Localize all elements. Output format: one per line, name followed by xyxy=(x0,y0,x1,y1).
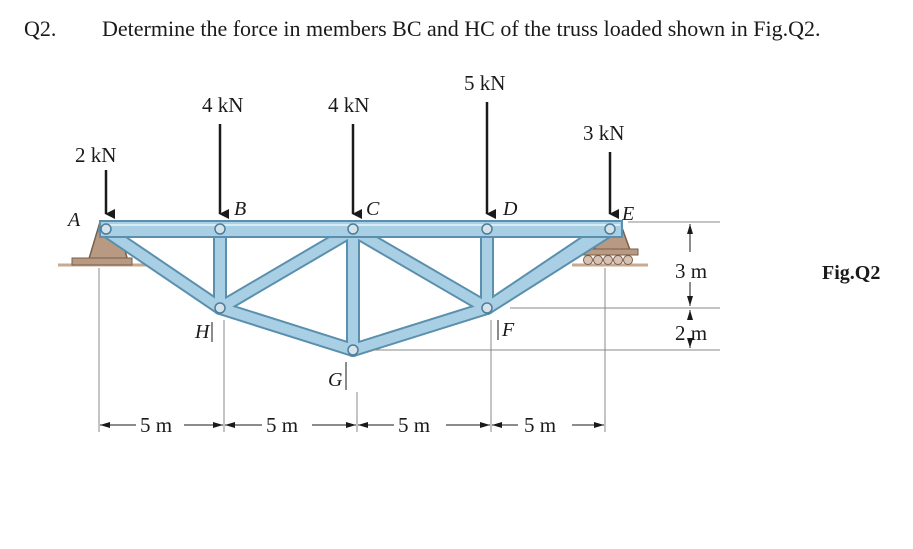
pin-f xyxy=(482,303,492,313)
joint-label-f: F xyxy=(502,319,515,341)
span-label-1: 5 m xyxy=(140,413,173,437)
load-arrows xyxy=(106,102,610,214)
rollers xyxy=(584,256,633,265)
pin-h xyxy=(215,303,225,313)
load-label-e: 3 kN xyxy=(583,121,625,145)
question-text: Determine the force in members BC and HC of the truss loaded shown in Fig.Q2. xyxy=(102,16,821,41)
top-chord xyxy=(100,221,622,237)
load-label-d: 5 kN xyxy=(464,71,506,95)
pin-b xyxy=(215,224,225,234)
span-label-2: 5 m xyxy=(266,413,299,437)
pin-g xyxy=(348,345,358,355)
load-label-a: 2 kN xyxy=(75,143,117,167)
load-label-c: 4 kN xyxy=(328,93,370,117)
pin-a xyxy=(101,224,111,234)
joint-label-d: D xyxy=(503,198,518,220)
load-label-b: 4 kN xyxy=(202,93,244,117)
joint-label-e: E xyxy=(622,203,635,225)
joint-label-b: B xyxy=(234,198,247,220)
height-label-lower: 2 m xyxy=(675,321,708,345)
question-number: Q2. xyxy=(24,16,57,41)
pin-d xyxy=(482,224,492,234)
joint-label-a: A xyxy=(68,209,81,231)
span-label-3: 5 m xyxy=(398,413,431,437)
joint-label-g: G xyxy=(328,369,343,391)
span-label-4: 5 m xyxy=(524,413,557,437)
joint-label-h: H xyxy=(195,321,210,343)
joint-label-c: C xyxy=(366,198,380,220)
height-label-upper: 3 m xyxy=(675,259,708,283)
truss-members-fill xyxy=(105,230,610,350)
figure-label: Fig.Q2 xyxy=(822,262,881,284)
pin-c xyxy=(348,224,358,234)
pin-e xyxy=(605,224,615,234)
